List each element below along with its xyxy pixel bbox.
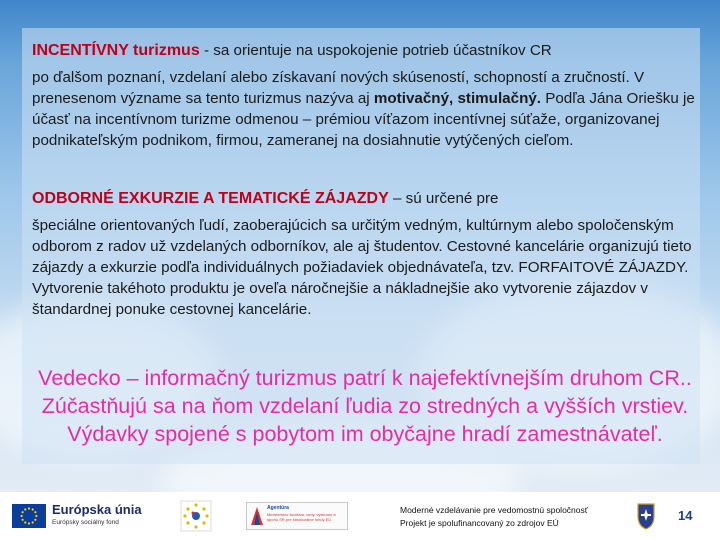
agency-mark-icon	[250, 506, 264, 526]
page-number: 14	[678, 508, 693, 523]
section-heading-line	[32, 188, 696, 209]
section-heading: ODBORNÉ EXKURZIE A TEMATICKÉ ZÁJAZDY	[32, 190, 389, 207]
section-body-rest: Podľa Jána Oriešku je účasť na incentívnom turizme odmenou – prémiou víťazom incentívnej súťaže, organizovanej podnikateľským podnikom, firmou, zameranej na dosiahnutie vytýčených cieľom.	[32, 90, 695, 149]
agency-logo	[246, 502, 348, 530]
section-heading-line	[32, 40, 696, 61]
professional-excursions-section	[32, 188, 696, 320]
project-line-2: Projekt je spolufinancovaný zo zdrojov EÚ	[400, 518, 559, 528]
section-heading: INCENTÍVNY turizmus	[32, 42, 200, 59]
footer-bar	[0, 492, 720, 540]
agency-logo-title: Agentúra	[267, 505, 289, 511]
section-body: po ďalšom poznaní, vzdelaní alebo získavaní nových skúseností, schopností a zručností. V prenesenom význame sa tento turizmus nazýva aj	[32, 69, 645, 107]
esf-logo-icon	[180, 500, 212, 532]
callout-text: Vedecko – informačný turizmus patrí k najefektívnejším druhom CR.. Zúčastňujú sa na ňom vzdelaní ľudia zo stredných a vyšších vrstiev. Výdavky spojené s pobytom im obyčajne hradí zamestnávateľ.	[38, 366, 692, 446]
section-body: špeciálne orientovaných ľudí, zaoberajúcich sa určitým vedným, kultúrnym alebo spoločenským odborom z radov už vzdelaných odborníkov, ale aj študentov. Cestovné kancelárie organizujú tieto zájazdy a exkurzie podľa individuálnych požiadaviek objednávateľa, tzv. FORFAITOVÉ ZÁJAZDY. Vytvorenie takéhoto produktu je oveľa náročnejšie a nákladnejšie ako vytvorenie zájazdov v štandardnej ponuke cestovnej kancelárie.	[32, 217, 692, 318]
incentive-tourism-section	[32, 40, 696, 151]
eu-flag-icon	[12, 504, 46, 528]
section-heading-rest: - sa orientuje na uspokojenie potrieb účastníkov CR	[199, 42, 552, 59]
eu-title: Európska únia	[52, 502, 142, 517]
eu-subtitle: Európsky sociálny fond	[52, 519, 119, 526]
section-body-bold: motivačný, stimulačný.	[373, 90, 542, 107]
agency-logo-text: Ministerstvo školstva, vedy, výskumu a športu SR pre štrukturálne fondy EÚ	[267, 512, 336, 522]
crest-icon	[636, 500, 656, 530]
project-line-1: Moderné vzdelávanie pre vedomostnú spoločnosť	[400, 505, 588, 515]
section-heading-rest: – sú určené pre	[388, 190, 499, 207]
